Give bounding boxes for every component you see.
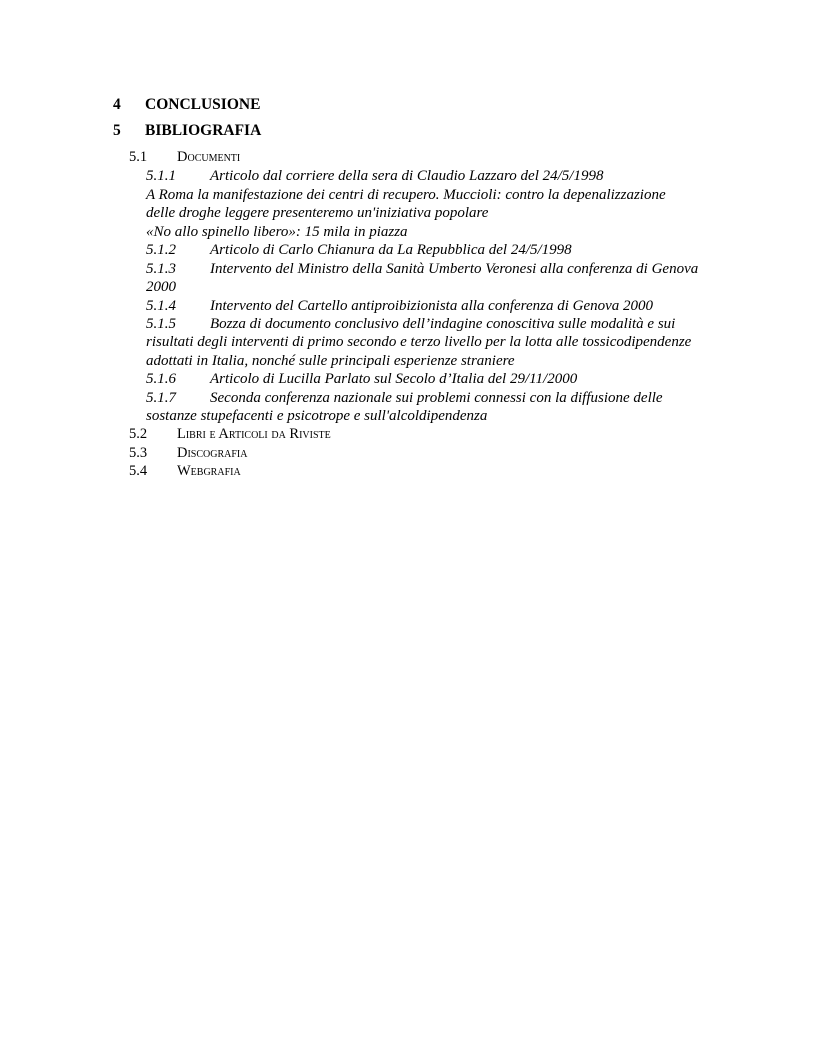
entry-title: BIBLIOGRAFIA	[145, 122, 262, 139]
entry-title: Bozza di documento conclusivo dell’indagine conoscitiva sulle modalità e sui risultati degli interventi di primo secondo e terzo livello per la lotta alle tossicodipendenze adottati in Italia, nonché sulle principali esperienze straniere	[146, 316, 692, 369]
entry-number: 5.1	[129, 149, 148, 165]
entry-title: Libri e Articoli da Riviste	[177, 426, 331, 442]
entry-title: Articolo dal corriere della sera di Claudio Lazzaro del 24/5/1998	[210, 168, 604, 184]
entry-number: 5.4	[129, 463, 148, 479]
entry-title: Discografia	[177, 444, 248, 461]
entry-number: 5.1.2	[146, 242, 176, 258]
toc-entry-conclusione[interactable]	[113, 96, 260, 114]
entry-subtitle-line: «No allo spinello libero»: 15 mila in piazza	[146, 223, 408, 240]
entry-subtitle-line: A Roma la manifestazione dei centri di recupero. Muccioli: contro la depenalizzazione	[146, 186, 666, 203]
entry-title: Intervento del Cartello antiproibizionista alla conferenza di Genova 2000	[210, 297, 654, 314]
entry-number: 5.1.3	[146, 260, 176, 277]
entry-number: 5	[113, 122, 121, 139]
toc-entry-documenti[interactable]	[129, 148, 240, 166]
toc-entry-5-1-7[interactable]	[146, 389, 716, 426]
toc-entry-5-1-6[interactable]	[146, 370, 716, 388]
toc-entry-5-1-4[interactable]	[146, 297, 716, 315]
entry-title: Intervento del Ministro della Sanità Umberto Veronesi alla conferenza di Genova 2000	[146, 260, 699, 295]
entry-title: Seconda conferenza nazionale sui problemi connessi con la diffusione delle sostanze stupefacenti e psicotrope e sull'alcoldipendenza	[146, 389, 663, 424]
toc-entry-bibliografia[interactable]	[113, 122, 261, 140]
entry-number: 5.3	[129, 444, 148, 461]
entry-number: 4	[113, 96, 121, 113]
entry-number: 5.1.7	[146, 389, 176, 406]
toc-entry-5-1-3[interactable]	[146, 260, 716, 297]
entry-title: Webgrafia	[177, 463, 241, 479]
toc-entry-discografia[interactable]	[129, 444, 247, 462]
toc-entry-webgrafia[interactable]	[129, 462, 241, 480]
entry-number: 5.1.4	[146, 297, 176, 314]
toc-entry-5-1-1[interactable]	[146, 167, 716, 185]
entry-title: Documenti	[177, 149, 241, 165]
entry-title: Articolo di Lucilla Parlato sul Secolo d’Italia del 29/11/2000	[210, 371, 578, 387]
entry-subtitle-line: delle droghe leggere presenteremo un'iniziativa popolare	[146, 205, 489, 221]
entry-title: Articolo di Carlo Chianura da La Repubblica del 24/5/1998	[210, 242, 572, 258]
toc-entry-5-1-5[interactable]	[146, 315, 716, 370]
toc-entry-5-1-2[interactable]	[146, 241, 716, 259]
entry-number: 5.1.6	[146, 371, 176, 387]
entry-number: 5.1.5	[146, 316, 176, 332]
toc-entry-libri-articoli[interactable]	[129, 425, 331, 443]
entry-number: 5.1.1	[146, 168, 176, 184]
entry-title: CONCLUSIONE	[145, 96, 261, 113]
entry-number: 5.2	[129, 426, 148, 442]
